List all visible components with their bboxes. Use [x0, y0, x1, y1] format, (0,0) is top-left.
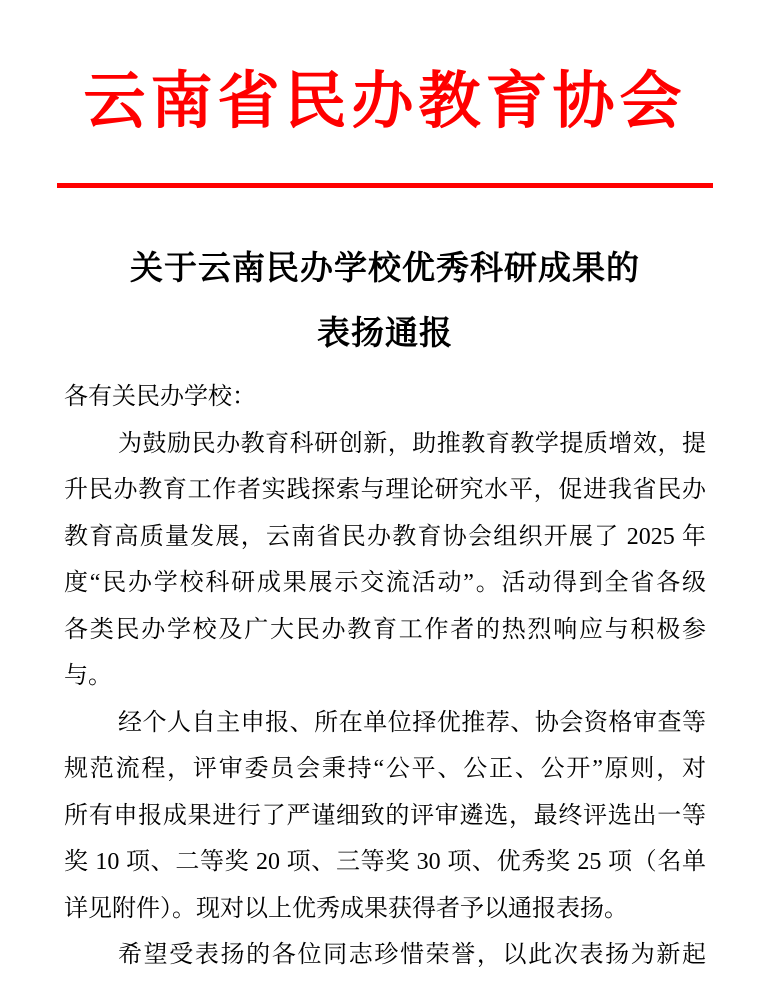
body-line: 与。 — [64, 663, 112, 689]
letterhead-org-name: 云南省民办教育协会 — [83, 68, 687, 136]
body-line: 教育高质量发展，云南省民办教育协会组织开展了 2025 年 — [64, 523, 706, 550]
body-line: 度“民办学校科研成果展示交流活动”。活动得到全省各级 — [64, 570, 706, 596]
body-line: 希望受表扬的各位同志珍惜荣誉，以此次表扬为新起 — [118, 942, 706, 968]
body-line: 为鼓励民办教育科研创新，助推教育教学提质增效，提 — [118, 430, 706, 457]
letterhead-divider-line — [57, 183, 713, 188]
body-line: 详见附件）。现对以上优秀成果获得者予以通报表扬。 — [64, 895, 628, 922]
document-title-line1: 关于云南民办学校优秀科研成果的 — [130, 251, 640, 287]
body-line: 各类民办学校及广大民办教育工作者的热烈响应与积极参 — [64, 616, 706, 643]
body-lines — [64, 374, 706, 979]
body-line: 所有申报成果进行了严谨细致的评审遴选，最终评选出一等 — [64, 802, 706, 829]
body-line: 规范流程，评审委员会秉持“公平、公正、公开”原则，对 — [64, 756, 706, 782]
document-title — [0, 237, 770, 367]
body-line: 奖 10 项、二等奖 20 项、三等奖 30 项、优秀奖 25 项（名单 — [64, 849, 706, 875]
document-title-line2: 表扬通报 — [317, 316, 453, 352]
body-line: 经个人自主申报、所在单位择优推荐、协会资格审查等 — [118, 709, 706, 736]
body-line: 升民办教育工作者实践探索与理论研究水平，促进我省民办 — [64, 477, 706, 503]
body-line: 各有关民办学校： — [64, 384, 256, 410]
